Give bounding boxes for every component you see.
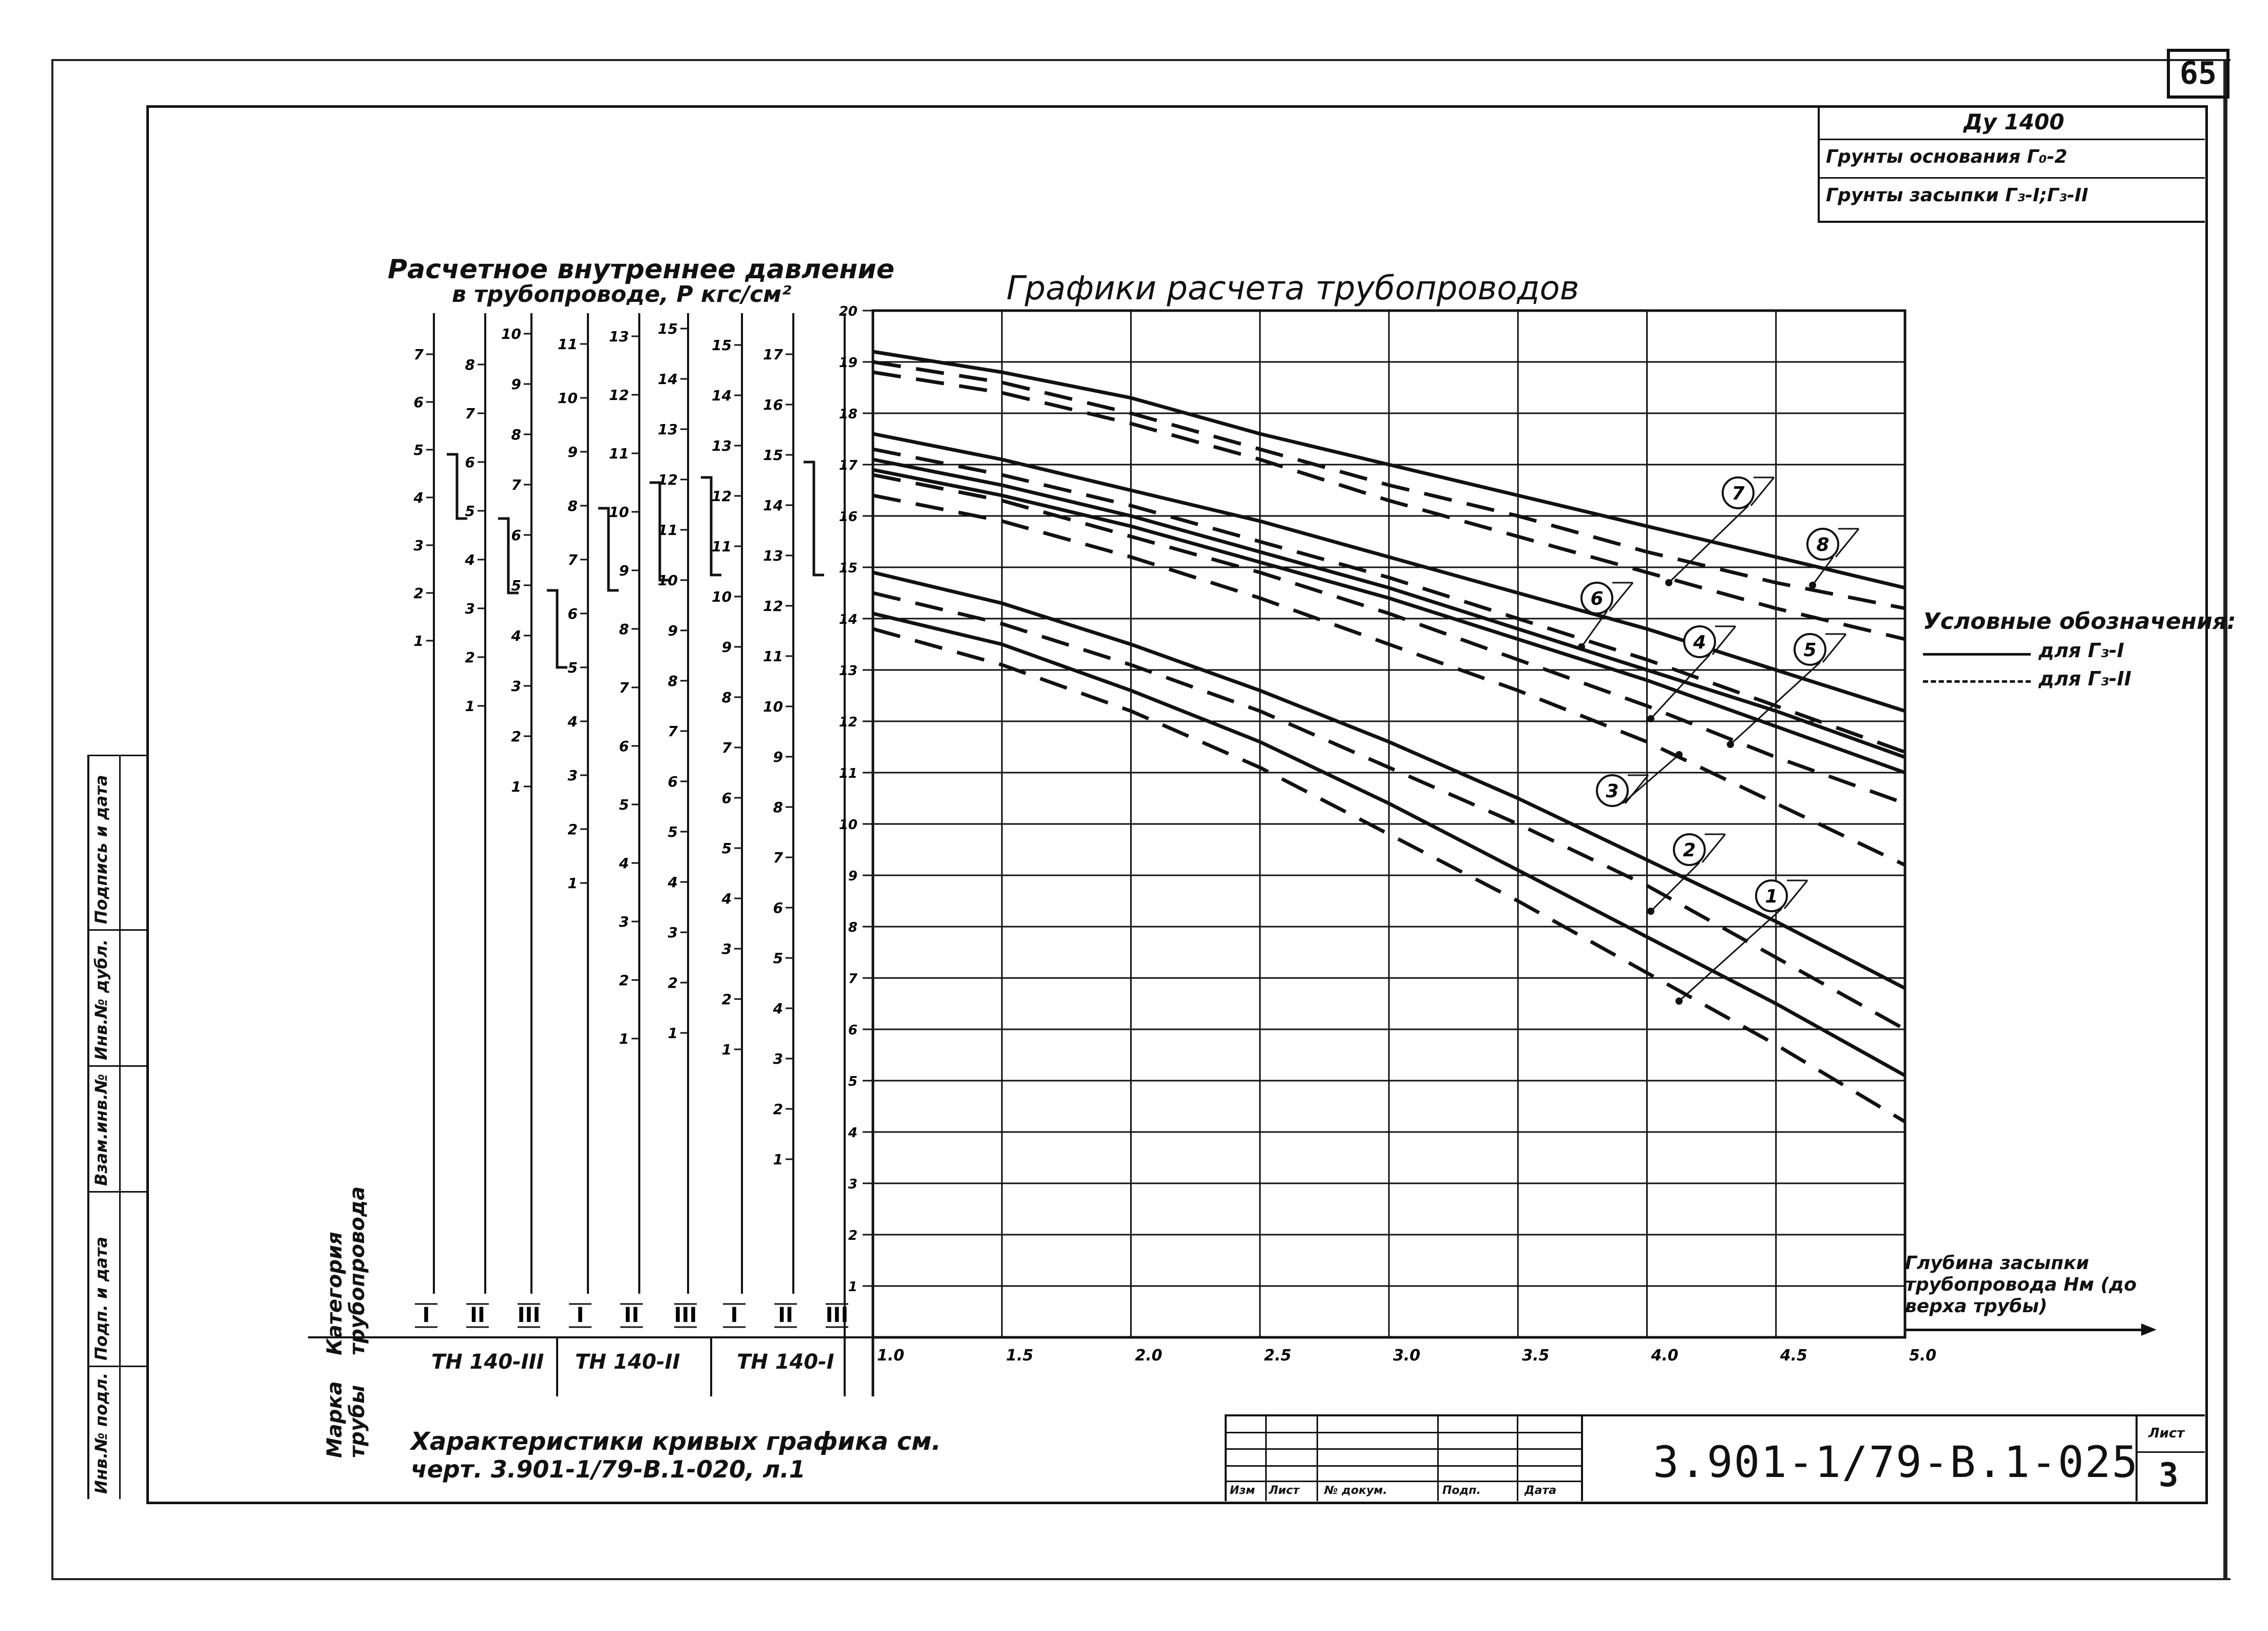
pressure-scale-label: 9 [773, 749, 783, 765]
legend-dashed-label: для Г₃-II [2038, 667, 2132, 690]
x-tick-label: 5.0 [1909, 1347, 1937, 1365]
pressure-bracket [447, 454, 467, 519]
callout-dot [1675, 751, 1683, 758]
pressure-scale-label: 11 [609, 445, 629, 462]
pressure-scale-label: 1 [721, 1041, 732, 1058]
pressure-scale-label: 10 [658, 572, 678, 589]
y-tick-label: 18 [838, 407, 857, 422]
curve-label-8: 8 [1816, 534, 1829, 555]
pressure-scale-label: 6 [413, 394, 424, 411]
callout-dot [1647, 908, 1654, 915]
x-tick-label: 1.5 [1006, 1347, 1034, 1365]
pressure-scale-label: 4 [413, 489, 424, 506]
pressure-bracket [804, 462, 824, 575]
pressure-scale-label: 8 [668, 673, 678, 689]
pressure-scale-label: 7 [567, 551, 578, 568]
pressure-scale-label: 9 [668, 622, 678, 639]
pressure-scale-label: 10 [558, 390, 578, 407]
pressure-scale-label: 3 [511, 678, 521, 695]
pressure-scale-label: 1 [413, 632, 424, 649]
category-label-9: III [825, 1303, 849, 1327]
side-stamp-vzam-inv: Взам.инв.№ [91, 1073, 111, 1186]
pressure-scale-label: 7 [773, 849, 783, 866]
pressure-scale-label: 2 [511, 728, 521, 745]
mark-caption: Марка трубы [323, 1381, 369, 1458]
y-tick-label: 2 [848, 1228, 857, 1243]
y-tick-label: 4 [848, 1125, 857, 1141]
y-tick-label: 7 [848, 971, 857, 987]
callout-dot [1675, 997, 1683, 1005]
pressure-scale-label: 4 [721, 890, 732, 907]
y-tick-label: 6 [848, 1023, 857, 1038]
pressure-scale-label: 17 [763, 346, 783, 363]
pressure-scale-label: 13 [658, 421, 678, 438]
pressure-scale-label: 11 [763, 648, 783, 665]
pressure-scale-label: 13 [763, 547, 783, 564]
pressure-scale-label: 7 [413, 346, 424, 363]
category-caption: Категория трубопровода [323, 1186, 369, 1355]
legend-solid-label: для Г₃-I [2038, 639, 2124, 662]
pressure-scale-label: 7 [619, 679, 629, 696]
category-label-1: I [422, 1303, 430, 1327]
callout-leader [1651, 862, 1700, 911]
x-tick-label: 3.0 [1393, 1347, 1421, 1365]
pipe-mark-tn140-ii: ТН 140-II [575, 1350, 680, 1374]
pressure-bracket [547, 590, 567, 667]
sheet-value: 3 [2159, 1456, 2179, 1494]
pressure-scale-label: 4 [619, 855, 629, 872]
chart-title: Графики расчета трубопроводов [1006, 270, 1579, 308]
pressure-scale-label: 5 [773, 950, 783, 967]
x-tick-label: 4.5 [1780, 1347, 1807, 1365]
pressure-scale-label: 1 [773, 1151, 783, 1168]
x-tick-label: 4.0 [1651, 1347, 1679, 1365]
y-tick-label: 9 [848, 869, 857, 884]
pressure-scale-label: 12 [658, 471, 678, 488]
pressure-scale-label: 5 [721, 840, 732, 857]
pressure-scale-label: 8 [619, 621, 629, 638]
pressure-scale-label: 6 [511, 527, 521, 544]
pressure-scale-label: 6 [619, 738, 629, 755]
callout-dot [1809, 582, 1816, 589]
pressure-scale-label: 2 [668, 974, 678, 991]
y-tick-label: 13 [838, 663, 857, 679]
pressure-scale-label: 4 [668, 874, 678, 891]
pressure-scale-label: 11 [712, 538, 732, 555]
pressure-scale-label: 3 [668, 924, 678, 941]
pressure-scale-label: 5 [511, 577, 521, 594]
y-tick-label: 19 [838, 355, 857, 371]
pressure-scale-label: 14 [712, 387, 732, 404]
pressure-scale-label: 10 [609, 504, 629, 521]
sheet-number: 65 [2167, 49, 2229, 99]
pressure-caption-line1: Расчетное внутреннее давление [388, 254, 894, 285]
pressure-scale-label: 2 [721, 991, 732, 1008]
pressure-scale-label: 8 [721, 689, 732, 706]
pressure-scale-label: 6 [668, 773, 678, 790]
pressure-scale-label: 3 [721, 941, 732, 957]
curve-label-2: 2 [1683, 840, 1696, 861]
curve-label-3: 3 [1606, 781, 1619, 802]
side-stamp-podp-data: Подп. и дата [91, 1236, 111, 1360]
x-tick-label: 2.5 [1264, 1347, 1291, 1365]
callout-dot [1578, 643, 1585, 650]
curve-label-5: 5 [1803, 640, 1817, 661]
callout-dot [1647, 715, 1654, 722]
category-label-2: II [470, 1303, 485, 1327]
y-tick-label: 10 [838, 817, 857, 833]
y-tick-label: 15 [838, 561, 857, 576]
pressure-scale-label: 9 [721, 639, 732, 656]
pressure-scale-label: 1 [668, 1025, 678, 1042]
y-tick-label: 17 [838, 458, 857, 473]
pressure-scale-label: 8 [773, 799, 783, 816]
category-label-5: II [624, 1303, 639, 1327]
document-code: 3.901-1/79-В.1-025 [1653, 1437, 2139, 1487]
pressure-scale-label: 8 [567, 497, 578, 514]
stamp-nom-dokum: № докум. [1324, 1484, 1387, 1497]
pressure-scale-label: 11 [658, 522, 678, 539]
y-tick-label: 8 [848, 920, 857, 935]
pressure-scale-label: 3 [773, 1050, 783, 1067]
y-tick-label: 3 [848, 1177, 857, 1192]
curve-label-7: 7 [1731, 483, 1745, 504]
legend-title: Условные обозначения: [1923, 608, 2236, 635]
pressure-scale-label: 7 [511, 476, 521, 493]
x-tick-label: 3.5 [1522, 1347, 1550, 1365]
y-tick-label: 11 [838, 766, 857, 781]
x-tick-label: 1.0 [877, 1347, 905, 1365]
pressure-scale-label: 6 [721, 790, 732, 807]
pressure-scale-label: 7 [465, 405, 475, 422]
pressure-scale-label: 4 [465, 551, 475, 568]
category-label-6: III [674, 1303, 697, 1327]
pressure-scale-label: 1 [567, 875, 578, 892]
pressure-scale-label: 8 [511, 426, 521, 443]
note-line2: черт. 3.901-1/79-В.1-020, л.1 [411, 1455, 806, 1483]
x-tick-label: 2.0 [1135, 1347, 1162, 1365]
curve-label-6: 6 [1590, 588, 1604, 609]
pressure-scale-label: 14 [763, 497, 783, 514]
pressure-scale-label: 6 [773, 899, 783, 916]
diameter-label: Ду 1400 [1964, 109, 2065, 135]
pressure-scale-label: 5 [619, 796, 629, 813]
pressure-scale-label: 6 [465, 454, 475, 471]
pressure-scale-label: 7 [668, 723, 678, 740]
category-label-3: III [517, 1303, 541, 1327]
side-stamp-inv-podl: Инв.№ подл. [91, 1372, 111, 1494]
pressure-scale-label: 2 [619, 972, 629, 989]
pressure-scale-label: 13 [609, 328, 629, 345]
pressure-scale-label: 5 [668, 823, 678, 840]
pressure-scale-label: 13 [712, 437, 732, 454]
pressure-scale-label: 15 [763, 447, 783, 464]
y-tick-label: 5 [848, 1074, 857, 1089]
pressure-scale-label: 7 [721, 739, 732, 756]
pressure-scale-label: 5 [413, 442, 424, 458]
category-label-4: I [576, 1303, 584, 1327]
pressure-scale-label: 10 [763, 698, 783, 715]
pressure-scale-label: 4 [567, 713, 578, 730]
category-row [308, 1303, 873, 1396]
category-label-7: I [730, 1303, 738, 1327]
note-line1: Характеристики кривых графика см. [411, 1427, 941, 1456]
pressure-scale-label: 2 [773, 1101, 783, 1118]
pressure-scale-label: 6 [567, 605, 578, 622]
y-tick-label: 16 [838, 509, 857, 525]
curve-label-1: 1 [1765, 886, 1778, 907]
callout-dot [1665, 579, 1672, 586]
pressure-scale-label: 5 [465, 503, 475, 520]
curve-label-4: 4 [1693, 632, 1706, 653]
backfill-soil-label: Грунты засыпки Г₃-I;Г₃-II [1826, 185, 2089, 206]
pressure-scales [413, 313, 845, 1396]
y-tick-label: 20 [838, 304, 857, 319]
pipe-mark-tn140-i: ТН 140-I [737, 1350, 834, 1374]
chart-grid [839, 304, 1936, 1396]
pipe-mark-tn140-iii: ТН 140-III [431, 1350, 544, 1374]
pressure-scale-label: 4 [511, 627, 521, 644]
stamp-list: Лист [1269, 1484, 1300, 1497]
callout-leader [1679, 909, 1782, 1001]
pressure-scale-label: 2 [413, 585, 424, 602]
pressure-scale-label: 1 [619, 1030, 629, 1047]
pressure-scale-label: 3 [465, 600, 475, 617]
pressure-scale-label: 15 [658, 320, 678, 337]
stamp-izm: Изм [1230, 1484, 1255, 1497]
sheet-label: Лист [2148, 1426, 2185, 1441]
stamp-podp: Подп. [1442, 1484, 1481, 1497]
pressure-scale-label: 12 [763, 598, 783, 615]
y-tick-label: 12 [838, 715, 857, 730]
pressure-scale-label: 10 [712, 588, 732, 605]
pressure-scale-label: 9 [619, 562, 629, 579]
pressure-scale-label: 3 [619, 913, 629, 930]
y-tick-label: 1 [848, 1279, 857, 1295]
side-stamp-inv-dubl: Инв.№ дубл. [91, 939, 111, 1060]
stamp-data: Дата [1524, 1484, 1557, 1497]
pressure-scale-label: 2 [465, 649, 475, 666]
pressure-scale-label: 11 [558, 336, 578, 353]
pressure-scale-label: 15 [712, 337, 732, 354]
pressure-scale-label: 3 [567, 767, 578, 784]
pressure-scale-label: 10 [501, 325, 521, 342]
y-tick-label: 14 [838, 612, 857, 627]
pressure-scale-label: 1 [465, 698, 475, 715]
pressure-scale-label: 3 [413, 537, 424, 554]
side-stamp-podpis-data: Подпись и дата [91, 775, 111, 924]
pressure-scale-label: 4 [773, 1000, 783, 1017]
pressure-scale-label: 16 [763, 396, 783, 413]
x-axis-label: Глубина засыпки трубопровода Нм (до верха трубы) [1905, 1253, 2137, 1317]
pressure-bracket [598, 508, 619, 590]
callout-dot [1727, 741, 1734, 748]
pressure-scale-label: 9 [511, 376, 521, 393]
pressure-scale-label: 14 [658, 371, 678, 388]
pressure-scale-label: 9 [567, 444, 578, 460]
pressure-caption-line2: в трубопроводе, P кгс/см² [452, 281, 792, 308]
pressure-scale-label: 2 [567, 821, 578, 838]
pressure-scale-label: 1 [511, 778, 521, 795]
base-soil-label: Грунты основания Г₀-2 [1826, 146, 2068, 167]
pressure-scale-label: 5 [567, 659, 578, 676]
category-label-8: II [778, 1303, 793, 1327]
callout-leader [1669, 506, 1748, 583]
pressure-scale-label: 12 [609, 387, 629, 404]
pressure-scale-label: 8 [465, 356, 475, 373]
pressure-scale-label: 12 [712, 488, 732, 505]
